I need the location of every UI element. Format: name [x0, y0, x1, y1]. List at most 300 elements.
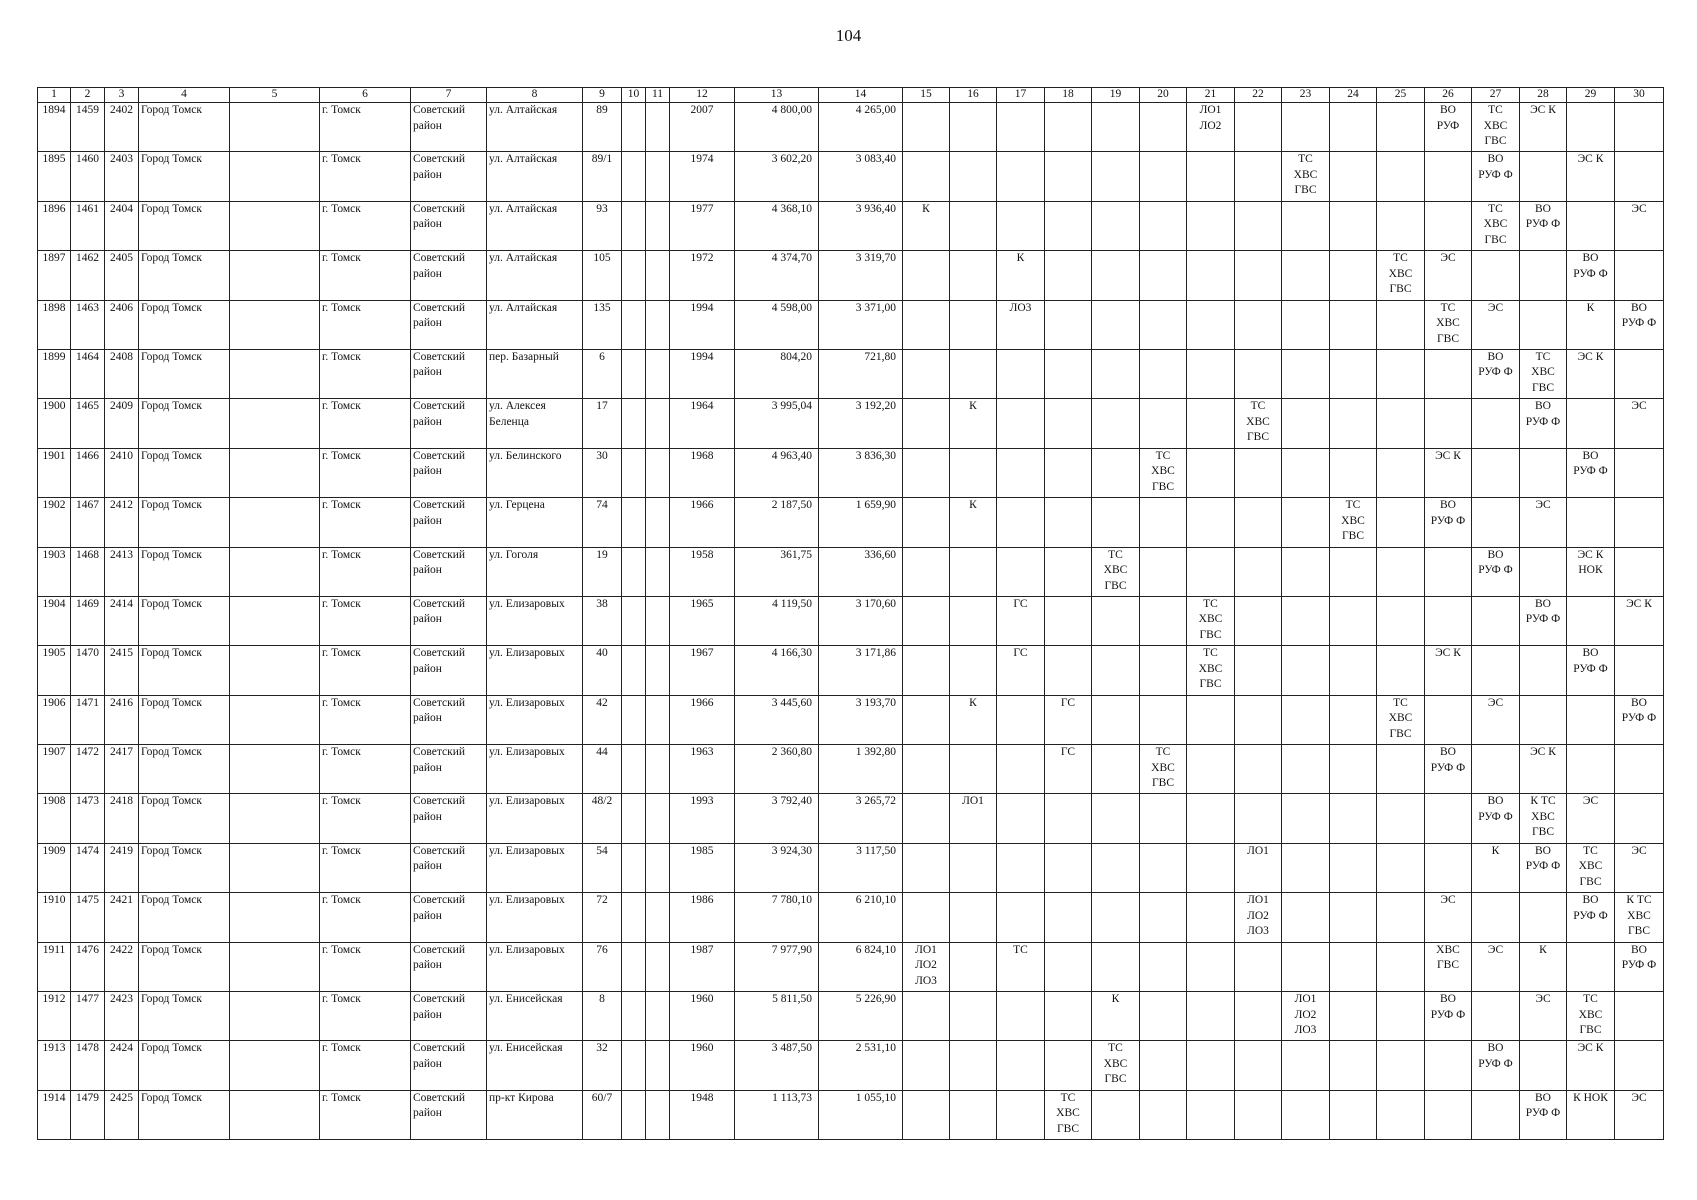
total-area-cell: 4 374,70 [735, 251, 819, 300]
work-type-col-18-cell [1045, 349, 1092, 398]
column-number-header: 15 [903, 88, 950, 103]
municipality-cell: Город Томск [139, 251, 230, 300]
work-type-col-16-cell [950, 1090, 997, 1139]
work-type-col-15-cell [903, 448, 950, 497]
district-cell: Советский район [411, 745, 487, 794]
work-type-col-25-cell [1377, 1041, 1425, 1090]
work-type-col-21-cell [1187, 843, 1235, 892]
living-area-cell: 3 371,00 [819, 300, 903, 349]
work-type-col-29-cell: ВО РУФ Ф [1567, 251, 1615, 300]
work-type-col-27-cell [1472, 893, 1520, 942]
work-type-col-29-cell: ТС ХВС ГВС [1567, 992, 1615, 1041]
col-11-cell [646, 942, 670, 991]
work-type-col-18-cell [1045, 103, 1092, 152]
work-type-col-18-cell: ГС [1045, 695, 1092, 744]
row-number-cell: 1896 [38, 201, 71, 250]
table-row [38, 596, 1664, 645]
registry-number-cell: 2425 [105, 1090, 139, 1139]
work-type-col-19-cell: ТС ХВС ГВС [1092, 1041, 1140, 1090]
total-area-cell: 4 598,00 [735, 300, 819, 349]
col-10-cell [622, 251, 646, 300]
col-11-cell [646, 1041, 670, 1090]
registry-number-cell: 2412 [105, 498, 139, 547]
col-10-cell [622, 745, 646, 794]
street-cell: ул. Елизаровых [487, 893, 583, 942]
col-11-cell [646, 794, 670, 843]
work-type-col-26-cell [1425, 596, 1472, 645]
year-built-cell: 1958 [670, 547, 735, 596]
row-number-cell: 1914 [38, 1090, 71, 1139]
work-type-col-17-cell [997, 498, 1045, 547]
municipality-cell: Город Томск [139, 893, 230, 942]
work-type-col-22-cell [1235, 201, 1282, 250]
column-number-header: 13 [735, 88, 819, 103]
work-type-col-25-cell [1377, 596, 1425, 645]
locality-cell: г. Томск [320, 152, 411, 201]
row-number-cell: 1913 [38, 1041, 71, 1090]
total-area-cell: 4 800,00 [735, 103, 819, 152]
work-type-col-30-cell: ЭС [1615, 399, 1664, 448]
district-cell: Советский район [411, 992, 487, 1041]
work-type-col-19-cell [1092, 201, 1140, 250]
work-type-col-21-cell [1187, 1090, 1235, 1139]
blank-cell [230, 843, 320, 892]
work-type-col-24-cell [1330, 646, 1377, 695]
row-number-cell: 1912 [38, 992, 71, 1041]
work-type-col-28-cell [1520, 251, 1567, 300]
municipality-cell: Город Томск [139, 1090, 230, 1139]
work-type-col-26-cell: ЭС [1425, 251, 1472, 300]
work-type-col-18-cell [1045, 646, 1092, 695]
living-area-cell: 1 392,80 [819, 745, 903, 794]
col-10-cell [622, 794, 646, 843]
living-area-cell: 6 824,10 [819, 942, 903, 991]
column-number-header: 14 [819, 88, 903, 103]
living-area-cell: 3 319,70 [819, 251, 903, 300]
work-type-col-30-cell: ВО РУФ Ф [1615, 695, 1664, 744]
work-type-col-21-cell [1187, 201, 1235, 250]
work-type-col-23-cell [1282, 448, 1330, 497]
house-number-cell: 89 [583, 103, 622, 152]
living-area-cell: 4 265,00 [819, 103, 903, 152]
work-type-col-19-cell [1092, 448, 1140, 497]
work-type-col-16-cell [950, 992, 997, 1041]
work-type-col-19-cell [1092, 596, 1140, 645]
work-type-col-26-cell: ВО РУФ Ф [1425, 992, 1472, 1041]
work-type-col-28-cell [1520, 1041, 1567, 1090]
work-type-col-29-cell [1567, 695, 1615, 744]
registry-number-cell: 2422 [105, 942, 139, 991]
work-type-col-21-cell [1187, 251, 1235, 300]
work-type-col-23-cell [1282, 201, 1330, 250]
blank-cell [230, 1041, 320, 1090]
work-type-col-23-cell [1282, 498, 1330, 547]
living-area-cell: 3 836,30 [819, 448, 903, 497]
locality-cell: г. Томск [320, 596, 411, 645]
work-type-col-23-cell [1282, 1090, 1330, 1139]
work-type-col-21-cell [1187, 547, 1235, 596]
street-cell: ул. Елизаровых [487, 695, 583, 744]
living-area-cell: 1 659,90 [819, 498, 903, 547]
work-type-col-21-cell [1187, 448, 1235, 497]
col-11-cell [646, 893, 670, 942]
table-row [38, 547, 1664, 596]
work-type-col-20-cell [1140, 893, 1187, 942]
work-type-col-16-cell [950, 349, 997, 398]
work-type-col-29-cell: К НОК [1567, 1090, 1615, 1139]
work-type-col-28-cell: К [1520, 942, 1567, 991]
column-number-header: 2 [71, 88, 105, 103]
work-type-col-26-cell [1425, 349, 1472, 398]
municipality-cell: Город Томск [139, 596, 230, 645]
work-type-col-17-cell: ТС [997, 942, 1045, 991]
column-number-header: 10 [622, 88, 646, 103]
work-type-col-25-cell [1377, 893, 1425, 942]
work-type-col-27-cell: ВО РУФ Ф [1472, 152, 1520, 201]
column-number-header: 16 [950, 88, 997, 103]
blank-cell [230, 942, 320, 991]
house-number-cell: 105 [583, 251, 622, 300]
work-type-col-15-cell [903, 349, 950, 398]
work-type-col-30-cell [1615, 103, 1664, 152]
work-type-col-22-cell [1235, 1090, 1282, 1139]
work-type-col-21-cell [1187, 893, 1235, 942]
work-type-col-16-cell [950, 843, 997, 892]
work-type-col-28-cell [1520, 695, 1567, 744]
work-type-col-21-cell [1187, 152, 1235, 201]
living-area-cell: 336,60 [819, 547, 903, 596]
work-type-col-25-cell [1377, 942, 1425, 991]
table-row [38, 399, 1664, 448]
work-type-col-22-cell: ЛО1 [1235, 843, 1282, 892]
locality-cell: г. Томск [320, 646, 411, 695]
work-type-col-26-cell: ЭС К [1425, 646, 1472, 695]
house-number-cell: 8 [583, 992, 622, 1041]
work-type-col-15-cell [903, 596, 950, 645]
work-type-col-22-cell [1235, 349, 1282, 398]
municipality-cell: Город Томск [139, 152, 230, 201]
column-number-header: 27 [1472, 88, 1520, 103]
registry-number-cell: 2402 [105, 103, 139, 152]
col-10-cell [622, 893, 646, 942]
total-area-cell: 4 368,10 [735, 201, 819, 250]
sub-number-cell: 1476 [71, 942, 105, 991]
sub-number-cell: 1461 [71, 201, 105, 250]
work-type-col-30-cell: ЭС [1615, 1090, 1664, 1139]
work-type-col-21-cell: ТС ХВС ГВС [1187, 646, 1235, 695]
municipality-cell: Город Томск [139, 745, 230, 794]
blank-cell [230, 695, 320, 744]
row-number-cell: 1903 [38, 547, 71, 596]
work-type-col-27-cell: ЭС [1472, 942, 1520, 991]
work-type-col-24-cell: ТС ХВС ГВС [1330, 498, 1377, 547]
work-type-col-22-cell [1235, 695, 1282, 744]
registry-number-cell: 2421 [105, 893, 139, 942]
work-type-col-22-cell [1235, 1041, 1282, 1090]
work-type-col-26-cell [1425, 1041, 1472, 1090]
work-type-col-27-cell: ВО РУФ Ф [1472, 794, 1520, 843]
total-area-cell: 4 166,30 [735, 646, 819, 695]
work-type-col-24-cell [1330, 745, 1377, 794]
work-type-col-17-cell: ЛО3 [997, 300, 1045, 349]
work-type-col-21-cell [1187, 695, 1235, 744]
column-number-header: 7 [411, 88, 487, 103]
work-type-col-28-cell: ВО РУФ Ф [1520, 1090, 1567, 1139]
work-type-col-23-cell [1282, 942, 1330, 991]
col-11-cell [646, 103, 670, 152]
col-10-cell [622, 399, 646, 448]
work-type-col-21-cell [1187, 300, 1235, 349]
work-type-col-15-cell [903, 1090, 950, 1139]
work-type-col-20-cell [1140, 152, 1187, 201]
district-cell: Советский район [411, 399, 487, 448]
row-number-cell: 1898 [38, 300, 71, 349]
work-type-col-25-cell [1377, 745, 1425, 794]
blank-cell [230, 498, 320, 547]
table-row [38, 448, 1664, 497]
work-type-col-25-cell [1377, 152, 1425, 201]
work-type-col-18-cell: ТС ХВС ГВС [1045, 1090, 1092, 1139]
house-number-cell: 17 [583, 399, 622, 448]
work-type-col-29-cell [1567, 103, 1615, 152]
work-type-col-17-cell [997, 695, 1045, 744]
total-area-cell: 3 445,60 [735, 695, 819, 744]
work-type-col-18-cell [1045, 201, 1092, 250]
work-type-col-26-cell: ВО РУФ Ф [1425, 498, 1472, 547]
column-number-header: 9 [583, 88, 622, 103]
work-type-col-26-cell [1425, 152, 1472, 201]
registry-number-cell: 2409 [105, 399, 139, 448]
work-type-col-26-cell [1425, 547, 1472, 596]
year-built-cell: 2007 [670, 103, 735, 152]
work-type-col-22-cell [1235, 300, 1282, 349]
work-type-col-21-cell: ЛО1 ЛО2 [1187, 103, 1235, 152]
work-type-col-17-cell [997, 448, 1045, 497]
work-type-col-23-cell: ТС ХВС ГВС [1282, 152, 1330, 201]
work-type-col-21-cell [1187, 498, 1235, 547]
work-type-col-16-cell [950, 1041, 997, 1090]
column-number-header: 26 [1425, 88, 1472, 103]
district-cell: Советский район [411, 843, 487, 892]
work-type-col-23-cell [1282, 893, 1330, 942]
row-number-cell: 1911 [38, 942, 71, 991]
work-type-col-18-cell [1045, 942, 1092, 991]
year-built-cell: 1966 [670, 695, 735, 744]
work-type-col-19-cell [1092, 646, 1140, 695]
work-type-col-21-cell [1187, 794, 1235, 843]
street-cell: ул. Герцена [487, 498, 583, 547]
street-cell: ул. Алтайская [487, 152, 583, 201]
work-type-col-24-cell [1330, 992, 1377, 1041]
locality-cell: г. Томск [320, 1090, 411, 1139]
register-table [37, 87, 1664, 1140]
col-11-cell [646, 349, 670, 398]
work-type-col-16-cell: К [950, 695, 997, 744]
living-area-cell: 3 265,72 [819, 794, 903, 843]
work-type-col-15-cell [903, 300, 950, 349]
sub-number-cell: 1459 [71, 103, 105, 152]
work-type-col-28-cell [1520, 893, 1567, 942]
work-type-col-29-cell: К [1567, 300, 1615, 349]
work-type-col-27-cell [1472, 498, 1520, 547]
work-type-col-22-cell [1235, 498, 1282, 547]
sub-number-cell: 1468 [71, 547, 105, 596]
house-number-cell: 74 [583, 498, 622, 547]
table-row [38, 992, 1664, 1041]
registry-number-cell: 2418 [105, 794, 139, 843]
work-type-col-30-cell: ЭС [1615, 843, 1664, 892]
work-type-col-25-cell [1377, 547, 1425, 596]
living-area-cell: 3 117,50 [819, 843, 903, 892]
sub-number-cell: 1465 [71, 399, 105, 448]
district-cell: Советский район [411, 300, 487, 349]
blank-cell [230, 745, 320, 794]
work-type-col-22-cell [1235, 794, 1282, 843]
sub-number-cell: 1466 [71, 448, 105, 497]
work-type-col-28-cell: ВО РУФ Ф [1520, 596, 1567, 645]
blank-cell [230, 794, 320, 843]
work-type-col-23-cell [1282, 103, 1330, 152]
work-type-col-22-cell [1235, 745, 1282, 794]
blank-cell [230, 992, 320, 1041]
work-type-col-15-cell [903, 992, 950, 1041]
street-cell: ул. Елизаровых [487, 794, 583, 843]
work-type-col-16-cell [950, 103, 997, 152]
work-type-col-23-cell [1282, 300, 1330, 349]
work-type-col-20-cell [1140, 646, 1187, 695]
table-row [38, 103, 1664, 152]
work-type-col-27-cell: ТС ХВС ГВС [1472, 103, 1520, 152]
total-area-cell: 361,75 [735, 547, 819, 596]
work-type-col-17-cell [997, 201, 1045, 250]
sub-number-cell: 1475 [71, 893, 105, 942]
col-11-cell [646, 300, 670, 349]
work-type-col-20-cell [1140, 251, 1187, 300]
locality-cell: г. Томск [320, 547, 411, 596]
column-number-header: 12 [670, 88, 735, 103]
year-built-cell: 1960 [670, 1041, 735, 1090]
municipality-cell: Город Томск [139, 646, 230, 695]
blank-cell [230, 300, 320, 349]
work-type-col-19-cell [1092, 103, 1140, 152]
col-11-cell [646, 448, 670, 497]
work-type-col-26-cell: ВО РУФ Ф [1425, 745, 1472, 794]
sub-number-cell: 1470 [71, 646, 105, 695]
work-type-col-27-cell [1472, 596, 1520, 645]
year-built-cell: 1968 [670, 448, 735, 497]
registry-number-cell: 2417 [105, 745, 139, 794]
district-cell: Советский район [411, 1041, 487, 1090]
work-type-col-21-cell [1187, 349, 1235, 398]
table-row [38, 498, 1664, 547]
work-type-col-24-cell [1330, 547, 1377, 596]
table-row [38, 794, 1664, 843]
table-row [38, 745, 1664, 794]
table-row [38, 349, 1664, 398]
work-type-col-25-cell [1377, 448, 1425, 497]
work-type-col-20-cell [1140, 596, 1187, 645]
year-built-cell: 1966 [670, 498, 735, 547]
row-number-cell: 1899 [38, 349, 71, 398]
work-type-col-19-cell [1092, 399, 1140, 448]
blank-cell [230, 646, 320, 695]
total-area-cell: 3 792,40 [735, 794, 819, 843]
column-number-header: 17 [997, 88, 1045, 103]
row-number-cell: 1906 [38, 695, 71, 744]
blank-cell [230, 399, 320, 448]
street-cell: ул. Алексея Беленца [487, 399, 583, 448]
work-type-col-20-cell [1140, 992, 1187, 1041]
district-cell: Советский район [411, 349, 487, 398]
living-area-cell: 5 226,90 [819, 992, 903, 1041]
work-type-col-30-cell [1615, 498, 1664, 547]
work-type-col-23-cell [1282, 399, 1330, 448]
year-built-cell: 1967 [670, 646, 735, 695]
work-type-col-20-cell [1140, 1041, 1187, 1090]
house-number-cell: 93 [583, 201, 622, 250]
work-type-col-28-cell: ВО РУФ Ф [1520, 201, 1567, 250]
street-cell: ул. Белинского [487, 448, 583, 497]
registry-number-cell: 2424 [105, 1041, 139, 1090]
work-type-col-24-cell [1330, 448, 1377, 497]
work-type-col-17-cell [997, 745, 1045, 794]
total-area-cell: 3 995,04 [735, 399, 819, 448]
work-type-col-19-cell [1092, 893, 1140, 942]
work-type-col-25-cell: ТС ХВС ГВС [1377, 251, 1425, 300]
work-type-col-29-cell: ВО РУФ Ф [1567, 646, 1615, 695]
work-type-col-24-cell [1330, 942, 1377, 991]
sub-number-cell: 1478 [71, 1041, 105, 1090]
table-row [38, 1090, 1664, 1139]
work-type-col-18-cell [1045, 843, 1092, 892]
work-type-col-27-cell [1472, 646, 1520, 695]
column-number-header: 20 [1140, 88, 1187, 103]
locality-cell: г. Томск [320, 794, 411, 843]
work-type-col-25-cell [1377, 794, 1425, 843]
work-type-col-28-cell: ВО РУФ Ф [1520, 843, 1567, 892]
work-type-col-26-cell: ТС ХВС ГВС [1425, 300, 1472, 349]
house-number-cell: 32 [583, 1041, 622, 1090]
municipality-cell: Город Томск [139, 794, 230, 843]
work-type-col-18-cell [1045, 596, 1092, 645]
municipality-cell: Город Томск [139, 547, 230, 596]
work-type-col-16-cell [950, 251, 997, 300]
table-row [38, 695, 1664, 744]
locality-cell: г. Томск [320, 300, 411, 349]
street-cell: ул. Алтайская [487, 103, 583, 152]
work-type-col-20-cell [1140, 349, 1187, 398]
work-type-col-18-cell: ГС [1045, 745, 1092, 794]
row-number-cell: 1907 [38, 745, 71, 794]
work-type-col-17-cell [997, 547, 1045, 596]
work-type-col-15-cell [903, 843, 950, 892]
work-type-col-16-cell [950, 745, 997, 794]
work-type-col-26-cell: ЭС [1425, 893, 1472, 942]
work-type-col-17-cell [997, 1041, 1045, 1090]
work-type-col-29-cell: ВО РУФ Ф [1567, 448, 1615, 497]
col-11-cell [646, 152, 670, 201]
work-type-col-17-cell [997, 843, 1045, 892]
row-number-cell: 1901 [38, 448, 71, 497]
work-type-col-27-cell [1472, 992, 1520, 1041]
house-number-cell: 44 [583, 745, 622, 794]
work-type-col-26-cell [1425, 1090, 1472, 1139]
column-number-header: 21 [1187, 88, 1235, 103]
col-10-cell [622, 596, 646, 645]
work-type-col-15-cell [903, 498, 950, 547]
work-type-col-30-cell [1615, 1041, 1664, 1090]
col-10-cell [622, 103, 646, 152]
